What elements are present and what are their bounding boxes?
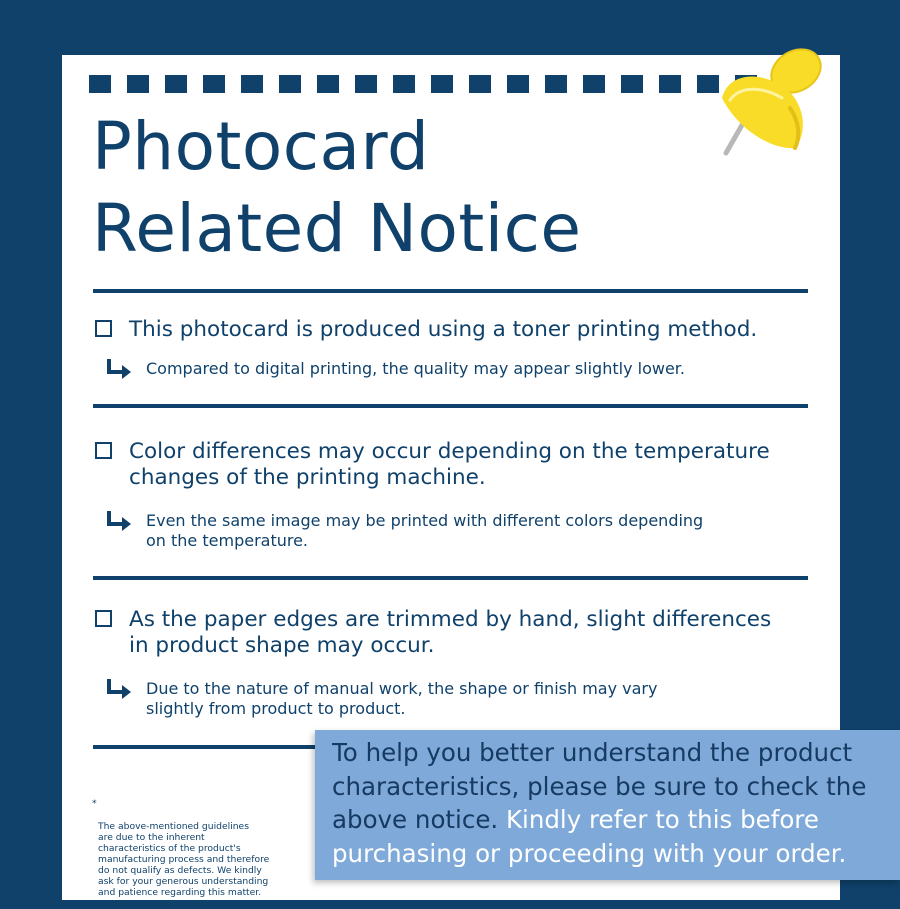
divider: [93, 289, 808, 293]
notice-subtext: Compared to digital printing, the quality may appear slightly lower.: [146, 359, 685, 378]
page-title: [92, 106, 582, 270]
title-line-2: Related Notice: [92, 190, 582, 267]
footnote-text: The above-mentioned guidelines are due to the inherent characteristics of the product's manufacturing process and therefore do not qualify as defects. We kindly ask for your generous understanding and patience regarding this matter.: [98, 821, 270, 898]
callout-box: [315, 730, 900, 880]
divider: [93, 745, 333, 749]
checkbox-icon[interactable]: [95, 610, 112, 627]
return-arrow-icon: [103, 357, 133, 381]
notice-subnote: [95, 359, 830, 379]
callout-line-1: To help you better understand the product: [332, 738, 853, 767]
callout-line-3-dark: above notice.: [332, 805, 499, 834]
notice-subnote: [95, 511, 830, 551]
notice-subnote: [95, 679, 830, 719]
divider: [93, 576, 808, 580]
return-arrow-icon: [103, 677, 133, 701]
notice-item-1: [95, 317, 830, 379]
callout-line-4: purchasing or proceeding with your order.: [332, 838, 847, 868]
notice-text: This photocard is produced using a toner printing method.: [129, 317, 758, 342]
notice-text: As the paper edges are trimmed by hand, slight differences in product shape may occur.: [129, 607, 772, 658]
notice-item-2: [95, 439, 830, 551]
checkbox-icon[interactable]: [95, 442, 112, 459]
notice-subtext: Even the same image may be printed with different colors depending on the temperature.: [146, 511, 704, 550]
notice-item-3: [95, 607, 830, 719]
footnote-marker: *: [92, 798, 97, 809]
notice-text: Color differences may occur depending on the temperature changes of the printing machine.: [129, 439, 770, 490]
title-line-1: Photocard: [92, 108, 430, 185]
pushpin-icon: [700, 38, 835, 163]
return-arrow-icon: [103, 509, 133, 533]
notice-subtext: Due to the nature of manual work, the shape or finish may vary slightly from product to product.: [146, 679, 658, 718]
checkbox-icon[interactable]: [95, 320, 112, 337]
callout-line-3-light: Kindly refer to this before: [498, 805, 819, 834]
divider: [93, 404, 808, 408]
callout-line-2: characteristics, please be sure to check the: [332, 771, 867, 801]
callout-line-3: [332, 803, 900, 837]
footnote: [92, 799, 307, 909]
